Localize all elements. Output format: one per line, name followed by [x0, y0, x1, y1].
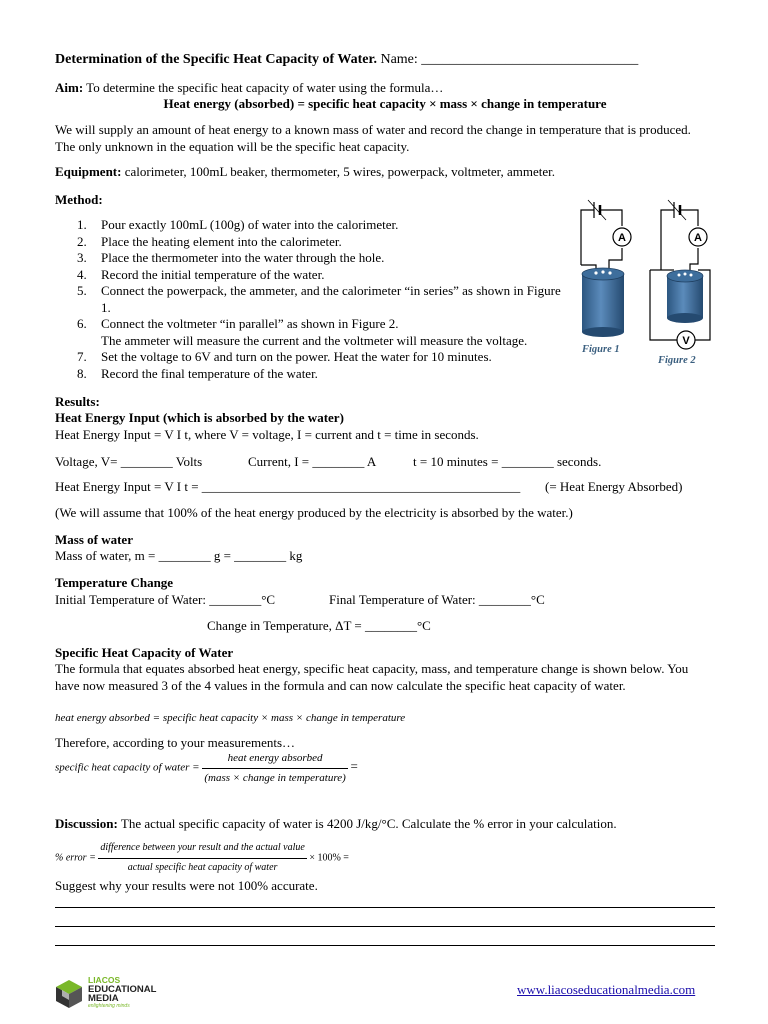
aim-section — [55, 80, 715, 97]
list-item: 1. Pour exactly 100mL (100g) of water into the calorimeter. — [77, 217, 399, 232]
results-label: Results: — [55, 394, 100, 409]
answer-line-3[interactable] — [55, 945, 715, 946]
calorimeter-2 — [667, 270, 703, 323]
assumption-note: (We will assume that 100% of the heat energy produced by the electricity is absorbed by the water.) — [55, 505, 573, 520]
website-link[interactable]: www.liacoseducationalmedia.com — [517, 982, 696, 997]
heat-absorbed-note: (= Heat Energy Absorbed) — [545, 479, 683, 494]
list-item: 4. Record the initial temperature of the water. — [77, 266, 325, 282]
voltmeter — [677, 331, 695, 349]
aim-label: Aim: — [55, 80, 84, 95]
shc-paragraph: The formula that equates absorbed heat energy, specific heat capacity, mass, and temperature change is shown below. You have now measured 3 of the 4 values in the formula and can now calculate the specific heat capacity of water. — [55, 661, 689, 693]
discussion-text: The actual specific capacity of water is 4200 J/kg/°C. Calculate the % error in your calculation. — [117, 816, 617, 831]
voltage-field[interactable]: Voltage, V= ________ Volts — [55, 454, 203, 469]
list-item: 7. Set the voltage to 6V and turn on the power. Heat the water for 10 minutes. — [77, 349, 492, 364]
intro-paragraph: We will supply an amount of heat energy to a known mass of water and record the change in temperature that is produced. The only unknown in the equation will be the specific heat capacity. — [55, 122, 691, 154]
heat-input-field[interactable]: Heat Energy Input = V I t = _________________________________________________ — [55, 479, 521, 494]
equipment-text: calorimeter, 100mL beaker, thermometer, 5 wires, powerpack, voltmeter, ammeter. — [121, 164, 555, 179]
svg-text:A: A — [618, 232, 626, 244]
title-text: Determination of the Specific Heat Capacity of Water. — [55, 52, 377, 67]
time-field[interactable]: t = 10 minutes = ________ seconds. — [413, 454, 602, 469]
initial-temp-field[interactable]: Initial Temperature of Water: ________°C — [55, 592, 276, 607]
circuit-figures — [570, 190, 720, 350]
therefore-text: Therefore, according to your measurements… — [55, 735, 296, 750]
ammeter-2 — [689, 228, 707, 246]
shc-equation: specific heat capacity of water = $\frac{\text{heat energy absorbed}}{\text{(mass × change in temperature)}}$ = — [55, 752, 358, 784]
aim-formula: Heat energy (absorbed) = specific heat capacity × mass × change in temperature — [163, 96, 607, 111]
calorimeter-1 — [582, 268, 624, 337]
figure-1-caption: Figure 1 — [582, 344, 620, 355]
svg-text:A: A — [694, 232, 702, 244]
logo-tagline: enlightening minds — [88, 1003, 130, 1009]
percent-error-equation: % error = $\frac{\text{difference between your result and the actual value}}{\text{actual specific heat capacity of water}}$ × 100% = — [55, 842, 349, 873]
logo-cube-icon — [54, 978, 84, 1010]
figure-2-caption: Figure 2 — [658, 355, 696, 366]
mass-heading: Mass of water — [55, 532, 133, 547]
current-field[interactable]: Current, I = ________ A — [248, 454, 377, 469]
equipment-label: Equipment: — [55, 164, 122, 179]
list-item: 6. Connect the voltmeter “in parallel” as shown in Figure 2. The ammeter will measure the current and the voltmeter will measure the voltage. — [77, 316, 528, 348]
liacos-logo — [54, 976, 174, 1014]
mass-field[interactable]: Mass of water, m = ________ g = ________ kg — [55, 548, 303, 563]
shc-formula: heat energy absorbed = specific heat capacity × mass × change in temperature — [55, 712, 406, 724]
list-item: 5. Connect the powerpack, the ammeter, and the calorimeter “in series” as shown in Figure 1. — [77, 283, 561, 315]
list-item: 3. Place the thermometer into the water through the hole. — [77, 250, 385, 265]
logo-text-1: LIACOS — [88, 975, 121, 985]
method-steps — [55, 217, 575, 382]
heat-input-heading: Heat Energy Input (which is absorbed by the water) — [55, 410, 344, 425]
logo-text-2: EDUCATIONAL — [88, 984, 157, 995]
suggest-prompt: Suggest why your results were not 100% accurate. — [55, 878, 318, 893]
list-item: 8. Record the final temperature of the water. — [77, 365, 318, 381]
method-label: Method: — [55, 192, 103, 207]
svg-text:V: V — [682, 335, 690, 347]
equipment-line — [55, 164, 555, 181]
list-item: 2. Place the heating element into the calorimeter. — [77, 233, 342, 249]
heat-input-definition: Heat Energy Input = V I t, where V = voltage, I = current and t = time in seconds. — [55, 427, 479, 442]
name-field[interactable]: Name: _______________________________ — [380, 52, 639, 67]
change-temp-field[interactable]: Change in Temperature, ΔT = ________°C — [207, 618, 431, 633]
discussion-line — [55, 816, 715, 833]
logo-text-3: MEDIA — [88, 993, 119, 1004]
page-title — [55, 52, 638, 69]
shc-heading: Specific Heat Capacity of Water — [55, 645, 234, 660]
discussion-label: Discussion: — [55, 816, 118, 831]
answer-line-1[interactable] — [55, 907, 715, 908]
final-temp-field[interactable]: Final Temperature of Water: ________°C — [329, 592, 545, 607]
answer-line-2[interactable] — [55, 926, 715, 927]
temperature-heading: Temperature Change — [55, 575, 174, 590]
aim-text: To determine the specific heat capacity of water using the formula… — [83, 80, 444, 95]
ammeter-1 — [613, 228, 631, 246]
